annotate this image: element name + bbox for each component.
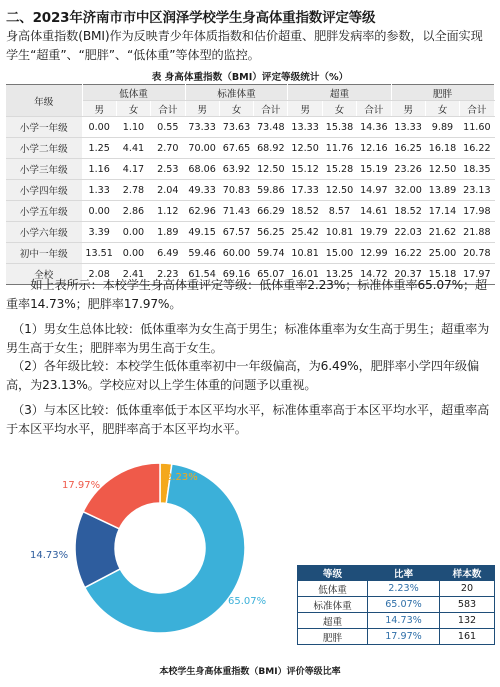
legend-row	[298, 581, 495, 597]
legend-row	[298, 613, 495, 629]
point-3: （3）与本区比较：低体重率低于本区平均水平，标准体重率高于本区平均水平，超重率高于本区平均水平，肥胖率高于本区平均水平。	[6, 403, 490, 436]
chart-title: 本校学生身高体重指数（BMI）评价等级比率	[159, 667, 341, 677]
sub-header: 合计	[460, 101, 494, 117]
value-cell: 15.38	[322, 117, 356, 138]
value-cell: 8.57	[322, 201, 356, 222]
grade-header: 年级	[6, 85, 82, 117]
table-row	[6, 117, 494, 138]
legend-rate: 14.73%	[368, 613, 440, 629]
value-cell: 12.50	[322, 180, 356, 201]
legend-header: 等级	[298, 566, 368, 581]
table-row	[6, 222, 494, 243]
value-cell: 49.15	[185, 222, 219, 243]
value-cell: 1.89	[151, 222, 185, 243]
grade-cell: 小学四年级	[6, 180, 82, 201]
value-cell: 2.70	[151, 138, 185, 159]
value-cell: 23.13	[460, 180, 494, 201]
legend-row	[298, 629, 495, 645]
value-cell: 32.00	[391, 180, 425, 201]
value-cell: 70.83	[219, 180, 253, 201]
bmi-table	[6, 84, 495, 285]
value-cell: 59.86	[254, 180, 288, 201]
section-heading: 二、2023年济南市市中区润泽学校学生身高体重指数评定等级	[6, 10, 376, 26]
value-cell: 12.50	[254, 159, 288, 180]
value-cell: 16.22	[391, 243, 425, 264]
value-cell: 2.04	[151, 180, 185, 201]
value-cell: 25.42	[288, 222, 322, 243]
slice-label: 2.23%	[166, 472, 198, 483]
value-cell: 49.33	[185, 180, 219, 201]
summary-paragraph: 如上表所示：本校学生身高体重评定等级：低体重率2.23%；标准体重率65.07%；超重率14.73%；肥胖率17.97%。	[6, 278, 488, 311]
value-cell: 6.49	[151, 243, 185, 264]
legend-count: 583	[440, 597, 495, 613]
legend-rate: 65.07%	[368, 597, 440, 613]
value-cell: 17.97	[460, 264, 494, 285]
value-cell: 17.14	[425, 201, 459, 222]
sub-header: 女	[219, 101, 253, 117]
legend-header: 样本数	[440, 566, 495, 581]
legend-level: 超重	[298, 613, 368, 629]
value-cell: 13.89	[425, 180, 459, 201]
slice-label: 17.97%	[62, 480, 101, 491]
sub-header: 女	[322, 101, 356, 117]
value-cell: 20.78	[460, 243, 494, 264]
value-cell: 21.62	[425, 222, 459, 243]
value-cell: 73.48	[254, 117, 288, 138]
value-cell: 15.19	[357, 159, 391, 180]
group-header: 超重	[288, 85, 391, 101]
sub-header: 女	[425, 101, 459, 117]
value-cell: 61.54	[185, 264, 219, 285]
legend-header: 比率	[368, 566, 440, 581]
grade-cell: 小学三年级	[6, 159, 82, 180]
value-cell: 2.78	[116, 180, 150, 201]
table-row	[6, 180, 494, 201]
value-cell: 1.25	[82, 138, 116, 159]
value-cell: 2.86	[116, 201, 150, 222]
value-cell: 1.10	[116, 117, 150, 138]
legend-count: 20	[440, 581, 495, 597]
value-cell: 65.07	[254, 264, 288, 285]
sub-header: 合计	[357, 101, 391, 117]
legend-level: 肥胖	[298, 629, 368, 645]
value-cell: 17.33	[288, 180, 322, 201]
sub-header: 男	[391, 101, 425, 117]
legend-level: 标准体重	[298, 597, 368, 613]
value-cell: 1.12	[151, 201, 185, 222]
value-cell: 2.41	[116, 264, 150, 285]
value-cell: 14.97	[357, 180, 391, 201]
sub-header: 合计	[151, 101, 185, 117]
value-cell: 0.00	[82, 117, 116, 138]
sub-header: 男	[185, 101, 219, 117]
legend-rate: 17.97%	[368, 629, 440, 645]
legend-count: 161	[440, 629, 495, 645]
value-cell: 13.25	[322, 264, 356, 285]
value-cell: 67.65	[219, 138, 253, 159]
value-cell: 3.39	[82, 222, 116, 243]
value-cell: 18.35	[460, 159, 494, 180]
value-cell: 16.18	[425, 138, 459, 159]
value-cell: 14.72	[357, 264, 391, 285]
value-cell: 13.51	[82, 243, 116, 264]
legend-row	[298, 597, 495, 613]
value-cell: 9.89	[425, 117, 459, 138]
value-cell: 10.81	[322, 222, 356, 243]
value-cell: 14.61	[357, 201, 391, 222]
value-cell: 0.00	[82, 201, 116, 222]
table-row	[6, 243, 494, 264]
value-cell: 23.26	[391, 159, 425, 180]
value-cell: 67.57	[219, 222, 253, 243]
value-cell: 0.00	[116, 222, 150, 243]
grade-cell: 小学五年级	[6, 201, 82, 222]
value-cell: 22.03	[391, 222, 425, 243]
value-cell: 12.50	[425, 159, 459, 180]
value-cell: 59.46	[185, 243, 219, 264]
value-cell: 15.00	[322, 243, 356, 264]
value-cell: 12.50	[288, 138, 322, 159]
sub-header: 男	[288, 101, 322, 117]
value-cell: 4.17	[116, 159, 150, 180]
value-cell: 14.36	[357, 117, 391, 138]
legend-table	[297, 565, 495, 645]
intro-paragraph: 身高体重指数(BMI)作为反映青少年体质指数和估价超重、肥胖发病率的参数，以全面实现学生“超重”、“肥胖”、“低体重”等体型的监控。	[6, 29, 483, 62]
value-cell: 15.18	[425, 264, 459, 285]
value-cell: 62.96	[185, 201, 219, 222]
value-cell: 2.08	[82, 264, 116, 285]
value-cell: 16.25	[391, 138, 425, 159]
value-cell: 25.00	[425, 243, 459, 264]
value-cell: 18.52	[391, 201, 425, 222]
value-cell: 71.43	[219, 201, 253, 222]
table-row	[6, 138, 494, 159]
value-cell: 68.06	[185, 159, 219, 180]
legend-count: 132	[440, 613, 495, 629]
slice-label: 14.73%	[30, 550, 69, 561]
value-cell: 10.81	[288, 243, 322, 264]
grade-cell: 小学二年级	[6, 138, 82, 159]
value-cell: 16.22	[460, 138, 494, 159]
value-cell: 4.41	[116, 138, 150, 159]
value-cell: 18.52	[288, 201, 322, 222]
value-cell: 69.16	[219, 264, 253, 285]
value-cell: 59.74	[254, 243, 288, 264]
value-cell: 17.98	[460, 201, 494, 222]
value-cell: 2.53	[151, 159, 185, 180]
value-cell: 66.29	[254, 201, 288, 222]
grade-cell: 小学一年级	[6, 117, 82, 138]
value-cell: 19.79	[357, 222, 391, 243]
value-cell: 1.16	[82, 159, 116, 180]
sub-header: 男	[82, 101, 116, 117]
point-2: （2）各年级比较：本校学生低体重率初中一年级偏高，为6.49%，肥胖率小学四年级偏高，为23.13%。学校应对以上学生体重的问题予以重视。	[6, 359, 479, 392]
value-cell: 68.92	[254, 138, 288, 159]
sub-header: 女	[116, 101, 150, 117]
value-cell: 11.60	[460, 117, 494, 138]
table-row	[6, 159, 494, 180]
value-cell: 11.76	[322, 138, 356, 159]
table-caption: 表 身高体重指数（BMI）评定等级统计（%）	[151, 72, 349, 83]
grade-cell: 小学六年级	[6, 222, 82, 243]
legend-rate: 2.23%	[368, 581, 440, 597]
legend-level: 低体重	[298, 581, 368, 597]
value-cell: 73.33	[185, 117, 219, 138]
value-cell: 2.23	[151, 264, 185, 285]
sub-header: 合计	[254, 101, 288, 117]
group-header: 标准体重	[185, 85, 288, 101]
value-cell: 60.00	[219, 243, 253, 264]
value-cell: 70.00	[185, 138, 219, 159]
value-cell: 1.33	[82, 180, 116, 201]
group-header: 低体重	[82, 85, 185, 101]
slice-label: 65.07%	[228, 596, 267, 607]
value-cell: 0.00	[116, 243, 150, 264]
group-header: 肥胖	[391, 85, 494, 101]
value-cell: 12.99	[357, 243, 391, 264]
grade-cell: 初中一年级	[6, 243, 82, 264]
value-cell: 21.88	[460, 222, 494, 243]
value-cell: 63.92	[219, 159, 253, 180]
value-cell: 15.12	[288, 159, 322, 180]
value-cell: 0.55	[151, 117, 185, 138]
point-1: （1）男女生总体比较：低体重率为女生高于男生；标准体重率为女生高于男生；超重率为男生高于女生；肥胖率为男生高于女生。	[6, 322, 490, 355]
value-cell: 13.33	[288, 117, 322, 138]
grade-cell: 全校	[6, 264, 82, 285]
value-cell: 13.33	[391, 117, 425, 138]
table-row	[6, 201, 494, 222]
value-cell: 20.37	[391, 264, 425, 285]
value-cell: 12.16	[357, 138, 391, 159]
value-cell: 56.25	[254, 222, 288, 243]
value-cell: 73.63	[219, 117, 253, 138]
value-cell: 16.01	[288, 264, 322, 285]
value-cell: 15.28	[322, 159, 356, 180]
